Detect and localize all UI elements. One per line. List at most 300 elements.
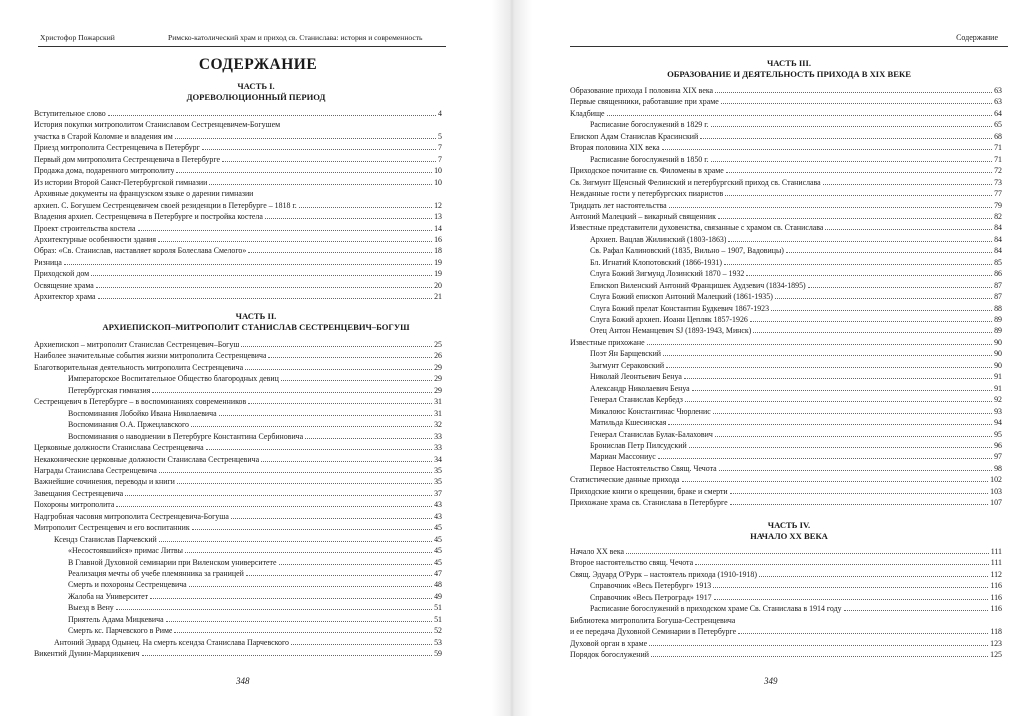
dot-leader (142, 655, 433, 656)
toc-entry-page: 84 (994, 234, 1002, 244)
dot-leader (651, 656, 988, 657)
part-heading (60, 81, 452, 102)
toc-entry-page: 123 (990, 638, 1002, 648)
toc-entry[interactable] (570, 545, 1002, 556)
toc-entry[interactable] (570, 153, 1002, 164)
toc-entry-title: Выезд в Вену (68, 603, 114, 613)
toc-entry[interactable] (34, 521, 442, 532)
toc-entry-page: 95 (994, 429, 1002, 439)
toc-entry[interactable] (34, 210, 442, 221)
dot-leader (108, 115, 436, 116)
toc-entry[interactable] (570, 130, 1002, 141)
toc-entry[interactable] (34, 384, 442, 395)
toc-entry-title: Епископ Адам Станислав Красинский (570, 131, 699, 141)
toc-entry-page: 111 (990, 558, 1002, 568)
toc-entry-page: 73 (994, 177, 1002, 187)
dot-leader (91, 275, 432, 276)
toc-entry-title: Расписание богослужений в 1829 г. (590, 120, 709, 130)
dot-leader (159, 541, 432, 542)
toc-entry[interactable] (570, 244, 1002, 255)
part-title: ДОРЕВОЛЮЦИОННЫЙ ПЕРИОД (186, 91, 326, 102)
toc-entry-page: 68 (994, 131, 1002, 141)
dot-leader (125, 495, 432, 496)
dot-leader (728, 241, 992, 242)
toc-entry[interactable] (570, 267, 1002, 278)
toc-entry-page: 94 (994, 418, 1002, 428)
toc-entry-title: Слуга Божий прелат Константин Будкевич 1867-1923 (590, 303, 770, 313)
dot-leader (825, 229, 992, 230)
toc-entry[interactable] (570, 439, 1002, 450)
dot-leader (246, 575, 432, 576)
toc-entry-title: Известные прихожане (570, 337, 645, 347)
toc-entry[interactable] (34, 498, 442, 509)
toc-entry[interactable] (570, 637, 1002, 648)
toc-entry[interactable] (570, 416, 1002, 427)
toc-entry[interactable] (34, 647, 442, 658)
dot-leader (245, 369, 432, 370)
toc-entry-title: Микалоюс Константинас Чюрленис (590, 406, 711, 416)
toc-entry-page: 116 (990, 581, 1002, 591)
toc-entry[interactable] (570, 359, 1002, 370)
toc-entry[interactable] (570, 313, 1002, 324)
toc-entry-page: 45 (434, 523, 442, 533)
toc-entry-page: 51 (434, 614, 442, 624)
toc-entry-title: Справочник «Весь Петроград» 1917 (590, 592, 712, 602)
toc-entry-title: Освящение храма (34, 280, 94, 290)
dot-leader (206, 449, 432, 450)
dot-leader (279, 564, 433, 565)
toc-entry-title: Слуга Божий архиеп. Иоанн Цепляк 1857-1926 (590, 315, 748, 324)
toc-entry[interactable] (570, 602, 1002, 613)
toc-entry-page: 91 (994, 383, 1002, 393)
dot-leader (685, 401, 992, 402)
dot-leader (715, 92, 992, 93)
toc-entry-title: Свящ. Эдуард О'Рурк – настоятель прихода (1910-1918) (570, 569, 758, 579)
toc-entry-page: 33 (434, 431, 442, 441)
toc-entry[interactable] (34, 107, 442, 118)
toc-entry-title: Первые священники, работавшие при храме (570, 97, 719, 107)
toc-entry-page: 63 (994, 97, 1002, 107)
toc-entry[interactable] (570, 118, 1002, 129)
dot-leader (692, 390, 992, 391)
toc-entry[interactable] (34, 624, 442, 635)
toc-entry-page: 43 (434, 500, 442, 510)
toc-entry-title: Реализация мечты об учебе племянника за границей (68, 569, 244, 578)
toc-entry-page: 5 (438, 131, 442, 141)
toc-entry-title: и ее передача Духовной Семинарии в Петербурге (570, 627, 737, 637)
toc-entry-page: 97 (994, 452, 1002, 462)
toc-entry[interactable] (34, 164, 442, 175)
toc-entry[interactable] (570, 164, 1002, 175)
dot-leader (138, 230, 433, 231)
toc-entry-title: участка в Старой Коломне и владения им (34, 131, 173, 141)
toc-entry-title: Матильда Кшесинская (590, 418, 667, 428)
dot-leader (192, 529, 432, 530)
toc-entry-title: Расписание богослужений в приходском храме Св. Станислава в 1914 году (590, 604, 842, 614)
part-heading (40, 311, 472, 332)
dot-leader (189, 586, 432, 587)
toc-entry[interactable] (34, 544, 442, 555)
toc-entry-page: 32 (434, 420, 442, 430)
toc-entry-page: 92 (994, 395, 1002, 405)
toc-entry-title: Воспоминания о наводнении в Петербурге Константина Сербиновича (68, 431, 304, 441)
toc-entry[interactable] (570, 428, 1002, 439)
toc-entry-title: Слуга Божий епископ Антоний Малецкий (1861-1935) (590, 292, 773, 302)
toc-entry-page: 89 (994, 315, 1002, 324)
toc-entry[interactable] (34, 556, 442, 567)
toc-entry-page: 12 (434, 200, 442, 210)
toc-entry-page: 90 (994, 349, 1002, 359)
toc-entry-page: 71 (994, 143, 1002, 153)
dot-leader (684, 378, 992, 379)
toc-entry-title: Образ: «Св. Станислав, наставляет короля Болеслава Смелого» (34, 246, 247, 256)
toc-entry[interactable] (34, 613, 442, 624)
toc-entry-page: 84 (994, 223, 1002, 233)
part-label: ЧАСТЬ II. (235, 311, 277, 321)
toc-entry-page: 4 (438, 109, 442, 118)
toc-entry[interactable] (570, 256, 1002, 267)
toc-entry-page: 79 (994, 200, 1002, 210)
dot-leader (305, 438, 432, 439)
toc-entry-title: Отец Антон Неманцевич SJ (1893-1943, Минск) (590, 326, 752, 336)
running-header-author: Христофор Пожарский (40, 33, 115, 42)
dot-leader (844, 610, 989, 611)
toc-entry-page: 10 (434, 166, 442, 176)
dot-leader (775, 298, 992, 299)
toc-entry[interactable] (570, 496, 1002, 507)
toc-entry[interactable] (34, 187, 442, 198)
toc-entry-page: 18 (434, 246, 442, 256)
toc-entry-title: Св. Зигмунт Щенсный Фелинский и петербургский приход св. Станислава (570, 177, 821, 187)
dot-leader (750, 321, 992, 322)
dot-leader (808, 287, 992, 288)
toc-entry-page: 93 (994, 406, 1002, 416)
toc-entry-title: Приходские книги о крещении, браке и смерти (570, 486, 728, 496)
toc-entry-title: Генерал Станислав Кербедз (590, 395, 683, 405)
dot-leader (626, 553, 989, 554)
dot-leader (695, 564, 989, 565)
toc-entry-page: 96 (994, 440, 1002, 450)
toc-entry-title: Св. Рафал Калиновский (1835, Вильно – 1907, Вадовицы) (590, 246, 784, 256)
toc-entry-page: 20 (434, 280, 442, 290)
toc-entry-title: Продажа дома, подаренного митрополиту (34, 166, 175, 176)
toc-entry[interactable] (570, 210, 1002, 221)
toc-entry-page: 125 (990, 650, 1002, 660)
toc-entry[interactable] (34, 233, 442, 244)
toc-entry[interactable] (34, 222, 442, 233)
dot-leader (771, 310, 992, 311)
toc-entry-page: 90 (994, 337, 1002, 347)
toc-entry[interactable] (570, 290, 1002, 301)
toc-entry[interactable] (570, 568, 1002, 579)
toc-entry-title: Императорское Воспитательное Общество благородных девиц (68, 374, 279, 384)
dot-leader (719, 470, 992, 471)
toc-entry[interactable] (570, 336, 1002, 347)
toc-entry[interactable] (570, 625, 1002, 636)
dot-leader (202, 149, 436, 150)
dot-leader (231, 518, 432, 519)
toc-entry-page: 21 (434, 292, 442, 302)
toc-entry-title: Благотворительная деятельность митрополита Сестренцевича (34, 362, 244, 372)
dot-leader (759, 576, 988, 577)
toc-entry-page: 71 (994, 154, 1002, 164)
dot-leader (669, 207, 992, 208)
toc-entry-title: Кладбище (570, 108, 605, 118)
toc-entry-title: Викентий Дунин-Марцинкевич (34, 649, 140, 659)
toc-entry-page: 84 (994, 246, 1002, 256)
toc-entry[interactable] (34, 395, 442, 406)
toc-entry-page: 107 (990, 498, 1002, 508)
toc-entry-title: Архитектор храма (34, 292, 96, 302)
toc-entry[interactable] (34, 256, 442, 267)
toc-entry-title: Справочник «Весь Петербург» 1913 (590, 581, 712, 591)
toc-entry-page: 25 (434, 340, 442, 349)
dot-leader (291, 644, 432, 645)
dot-leader (714, 599, 989, 600)
toc-entry-title: «Несостоявшийся» примас Литвы (68, 546, 183, 556)
toc-entry-title: Антоний Малецкий – викарный священник (570, 211, 716, 221)
toc-entry-title: Похороны митрополита (34, 500, 115, 510)
toc-entry[interactable] (570, 176, 1002, 187)
toc-entry-title: Духовой орган в храме (570, 638, 648, 648)
toc-entry[interactable] (570, 450, 1002, 461)
toc-entry[interactable] (34, 153, 442, 164)
toc-entry-title: В Главной Духовной семинарии при Виленском университете (68, 557, 277, 567)
toc-entry-title: Николай Леонтьевич Бенуа (590, 372, 682, 382)
dot-leader (248, 252, 432, 253)
toc-entry-page: 87 (994, 292, 1002, 302)
toc-entry-page: 29 (434, 362, 442, 372)
toc-entry[interactable] (34, 567, 442, 578)
toc-entry-page: 7 (438, 154, 442, 164)
toc-entry-title: Воспоминания О.А. Пржецлавского (68, 420, 189, 430)
toc-entry[interactable] (34, 361, 442, 372)
toc-entry[interactable] (34, 141, 442, 152)
toc-entry-page: 35 (434, 465, 442, 475)
toc-entry[interactable] (34, 407, 442, 418)
toc-entry-page: 29 (434, 374, 442, 384)
toc-entry-page: 51 (434, 603, 442, 613)
toc-entry[interactable] (34, 290, 442, 301)
dot-leader (299, 207, 432, 208)
toc-entry[interactable] (34, 418, 442, 429)
toc-entry[interactable] (34, 372, 442, 383)
toc-entry[interactable] (570, 84, 1002, 95)
toc-entry-page: 118 (990, 627, 1002, 637)
dot-leader (711, 161, 993, 162)
dot-leader (150, 598, 432, 599)
toc-entry-title: Владения архиеп. Сестренцевича в Петербурге и постройка костела (34, 212, 263, 222)
dot-leader (96, 287, 432, 288)
toc-entry[interactable] (570, 462, 1002, 473)
dot-leader (658, 458, 992, 459)
toc-entry[interactable] (570, 393, 1002, 404)
toc-entry-title: Библиотека митрополита Богуша-Сестренцевича (570, 615, 736, 625)
dot-leader (666, 367, 992, 368)
toc-entry-page: 48 (434, 580, 442, 590)
toc-entry-page: 90 (994, 360, 1002, 370)
dot-leader (682, 481, 989, 482)
toc-entry[interactable] (34, 338, 442, 349)
dot-leader (730, 493, 988, 494)
toc-entry[interactable] (570, 187, 1002, 198)
toc-entry-title: Зыгмунт Сераковский (590, 360, 665, 370)
toc-entry-title: Архивные документы на французском языке о дарении гимназии (34, 189, 254, 199)
toc-entry-title: Прихожане храма св. Станислава в Петербурге (570, 498, 728, 508)
dot-leader (175, 138, 436, 139)
toc-entry[interactable] (570, 370, 1002, 381)
toc-entry-title: Мариан Массониус (590, 452, 656, 462)
toc-entry[interactable] (570, 579, 1002, 590)
toc-entry[interactable] (34, 244, 442, 255)
toc-entry[interactable] (34, 130, 442, 141)
toc-entry[interactable] (34, 267, 442, 278)
toc-entry[interactable] (570, 382, 1002, 393)
toc-entry-title: Известные представители духовенства, связанные с храмом св. Станислава (570, 223, 824, 233)
toc-entry-title: Проект строительства костела (34, 223, 136, 233)
toc-entry-title: Ризница (34, 257, 62, 267)
toc-entry-page: 34 (434, 454, 442, 464)
dot-leader (174, 632, 432, 633)
toc-entry[interactable] (570, 302, 1002, 313)
toc-entry-page: 37 (434, 488, 442, 498)
toc-entry[interactable] (570, 107, 1002, 118)
toc-entry-page: 13 (434, 212, 442, 222)
part-title: НАЧАЛО XX ВЕКА (750, 530, 828, 541)
toc-entry[interactable] (570, 95, 1002, 106)
dot-leader (721, 103, 992, 104)
dot-leader (730, 504, 989, 505)
right-page (532, 0, 1024, 716)
toc-entry[interactable] (570, 233, 1002, 244)
toc-entry[interactable] (34, 578, 442, 589)
toc-entry-title: Поэт Ян Барщевский (590, 349, 662, 359)
toc-entry[interactable] (34, 533, 442, 544)
toc-entry-title: Епископ Виленский Антоний Францишек Аудзевич (1834-1895) (590, 280, 806, 290)
dot-leader (647, 344, 993, 345)
toc-entry-page: 89 (994, 326, 1002, 336)
dot-leader (746, 275, 992, 276)
toc-entry-title: Архиепископ – митрополит Станислав Сестренцевич–Богуш (34, 340, 240, 349)
dot-leader (191, 426, 432, 427)
toc-entry[interactable] (34, 430, 442, 441)
dot-leader (662, 149, 993, 150)
toc-entry-title: Образование прихода I половина XIX века (570, 86, 714, 95)
toc-entry[interactable] (570, 556, 1002, 567)
toc-entry-page: 19 (434, 257, 442, 267)
toc-entry-page: 65 (994, 120, 1002, 130)
toc-entry-title: Архиеп. Вацлав Жилинский (1803-1863) (590, 234, 727, 244)
dot-leader (159, 472, 432, 473)
toc-entry[interactable] (570, 405, 1002, 416)
toc-entry[interactable] (570, 221, 1002, 232)
toc-entry[interactable] (34, 601, 442, 612)
toc-entry-title: Некаконические церковные должности Станислава Сестренцевича (34, 454, 260, 464)
toc-entry-title: Церковные должности Станислава Сестренцевича (34, 443, 204, 453)
toc-entry[interactable] (34, 487, 442, 498)
toc-entry-page: 88 (994, 303, 1002, 313)
page-number: 349 (764, 676, 778, 686)
dot-leader (185, 552, 432, 553)
running-header-section: Содержание (956, 33, 998, 42)
dot-leader (177, 483, 432, 484)
dot-leader (725, 195, 992, 196)
dot-leader (116, 506, 432, 507)
toc-entry-title: Наиболее значительные события жизни митрополита Сестренцевича (34, 351, 267, 361)
part-label: ЧАСТЬ III. (766, 58, 812, 68)
toc-entry-title: Награды Станислава Сестренцевича (34, 465, 157, 475)
toc-entry-page: 45 (434, 534, 442, 544)
toc-entry-page: 7 (438, 143, 442, 153)
toc-entry-page: 33 (434, 443, 442, 453)
toc-entry[interactable] (570, 473, 1002, 484)
toc-entry-title: Митрополит Сестренцевич и его воспитанник (34, 523, 190, 533)
toc-entry-page: 31 (434, 397, 442, 407)
toc-entry-page: 111 (990, 547, 1002, 556)
toc-entry[interactable] (570, 141, 1002, 152)
toc-entry[interactable] (34, 590, 442, 601)
part-label: ЧАСТЬ I. (237, 81, 275, 91)
toc-entry-title: Начало XX века (570, 547, 625, 556)
toc-entry[interactable] (570, 614, 1002, 625)
toc-entry-title: Смерть кс. Парчевского в Риме (68, 626, 173, 636)
toc-entry[interactable] (34, 510, 442, 521)
toc-entry[interactable] (34, 464, 442, 475)
page-number: 348 (236, 676, 250, 686)
dot-leader (663, 355, 992, 356)
toc-entry-page: 49 (434, 591, 442, 601)
toc-entry[interactable] (570, 324, 1002, 335)
dot-leader (823, 184, 992, 185)
dot-leader (689, 447, 992, 448)
toc-entry[interactable] (34, 475, 442, 486)
dot-leader (268, 357, 432, 358)
toc-entry-title: Бронислав Петр Пилсудский (590, 440, 687, 450)
toc-entry-page: 112 (990, 569, 1002, 579)
toc-entry[interactable] (34, 279, 442, 290)
dot-leader (248, 403, 432, 404)
dot-leader (98, 298, 433, 299)
toc-entry[interactable] (570, 199, 1002, 210)
toc-entry-page: 59 (434, 649, 442, 659)
dot-leader (265, 218, 432, 219)
toc-entry[interactable] (34, 349, 442, 360)
toc-entry[interactable] (34, 118, 442, 129)
toc-entry-title: Порядок богослужений (570, 650, 649, 660)
toc-entry-title: Приезд митрополита Сестренцевича в Петербург (34, 143, 200, 153)
toc-entry[interactable] (34, 636, 442, 647)
toc-entry[interactable] (34, 176, 442, 187)
toc-entry[interactable] (34, 199, 442, 210)
toc-entry-title: Бл. Игнатий Клопотовский (1866-1931) (590, 257, 723, 267)
toc-entry-page: 98 (994, 463, 1002, 473)
header-rule (38, 46, 446, 47)
part-heading (570, 58, 1008, 79)
toc-entry[interactable] (34, 441, 442, 452)
toc-entry-page: 14 (434, 223, 442, 233)
toc-entry-title: Первый дом митрополита Сестренцевича в Петербурге (34, 154, 220, 164)
dot-leader (152, 392, 432, 393)
toc-entry[interactable] (570, 279, 1002, 290)
toc-entry-title: Завещания Сестренцевича (34, 488, 124, 498)
toc-entry[interactable] (570, 347, 1002, 358)
toc-entry[interactable] (34, 453, 442, 464)
toc-entry[interactable] (570, 648, 1002, 659)
toc-entry-page: 45 (434, 557, 442, 567)
toc-entry-page: 85 (994, 257, 1002, 267)
toc-entry[interactable] (570, 485, 1002, 496)
toc-entry[interactable] (570, 591, 1002, 602)
